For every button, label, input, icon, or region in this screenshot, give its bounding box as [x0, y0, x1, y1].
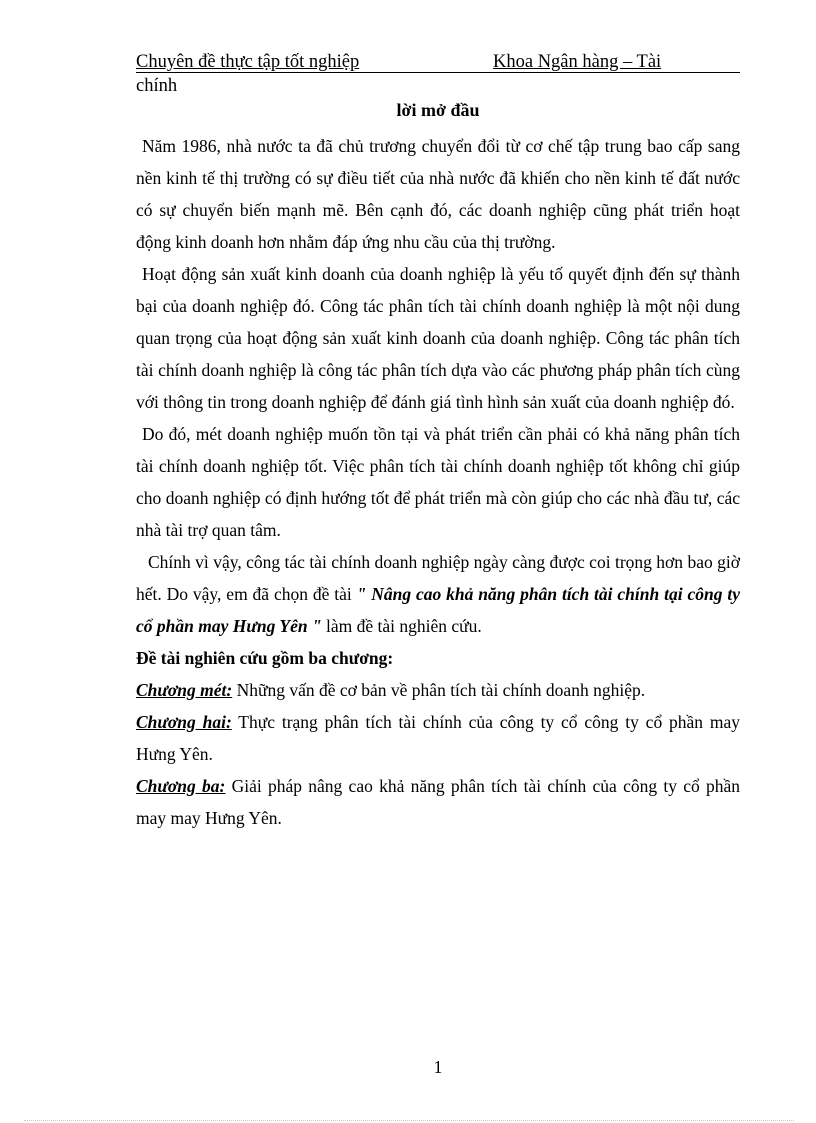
paragraph-1: Năm 1986, nhà nước ta đã chủ trương chuyển đổi từ cơ chế tập trung bao cấp sang nền kinh tế thị trường có sự điều tiết của nhà nước đã khiến cho nền kinh tế đất nước có sự chuyển biến mạnh mẽ. Bên cạnh đó, các doanh nghiệp cũng phát triển hoạt động kinh doanh hơn nhằm đáp ứng nhu cầu của thị trường. [136, 136, 740, 252]
paragraph-2: Hoạt động sản xuất kinh doanh của doanh nghiệp là yếu tố quyết định đến sự thành bại của doanh nghiệp đó. Công tác phân tích tài chính doanh nghiệp là một nội dung quan trọng của hoạt động sản xuất kinh doanh của doanh nghiệp. Công tác phân tích tài chính doanh nghiệp là công tác phân tích dựa vào các phương pháp phân tích cùng với thông tin trong doanh nghiệp để đánh giá tình hình sản xuất của doanh nghiệp đó. [136, 264, 740, 412]
paragraph-4 [136, 546, 740, 642]
header-continuation: chính [136, 76, 178, 96]
chapter-item [136, 706, 740, 770]
document-body [136, 130, 740, 834]
page-number: 1 [433, 1057, 443, 1077]
header-thesis-label: Chuyên đề thực tập tốt nghiệp [136, 52, 360, 72]
page-title: lời mở đầu [396, 100, 480, 120]
header-rule [136, 72, 740, 73]
page-bottom-divider [24, 1120, 794, 1121]
chapter-label: Chương hai: [136, 712, 232, 732]
header-faculty-label: Khoa Ngân hàng – Tài [493, 52, 662, 72]
chapter-description: Giải pháp nâng cao khả năng phân tích tài chính của công ty cổ phần may may Hưng Yên. [136, 776, 741, 828]
chapter-label: Chương ba: [136, 776, 226, 796]
chapter-label: Chương mét: [136, 680, 233, 700]
chapter-description: Những vấn đề cơ bản về phân tích tài chính doanh nghiệp. [232, 680, 646, 700]
paragraph-4-tail: làm đề tài nghiên cứu. [321, 616, 482, 636]
chapter-description: Thực trạng phân tích tài chính của công ty cổ công ty cổ phần may Hưng Yên. [136, 712, 741, 764]
paragraph-3: Do đó, mét doanh nghiệp muốn tồn tại và phát triển cần phải có khả năng phân tích tài chính doanh nghiệp tốt. Việc phân tích tài chính doanh nghiệp tốt không chỉ giúp cho doanh nghiệp có định hướng tốt để phát triển mà còn giúp cho các nhà đầu tư, các nhà tài trợ quan tâm. [136, 424, 740, 540]
structure-heading: Đề tài nghiên cứu gồm ba chương: [136, 648, 394, 668]
chapter-item [136, 770, 740, 834]
thesis-topic: " Nâng cao khả năng phân tích tài chính tại công ty cổ phần may Hưng Yên " [136, 584, 740, 636]
paragraph-4-lead: Chính vì vậy, công tác tài chính doanh nghiệp ngày càng được coi trọng hơn bao giờ hết. Do vậy, em đã chọn đề tài [136, 552, 740, 604]
chapter-item [136, 674, 740, 706]
running-header [136, 50, 740, 98]
